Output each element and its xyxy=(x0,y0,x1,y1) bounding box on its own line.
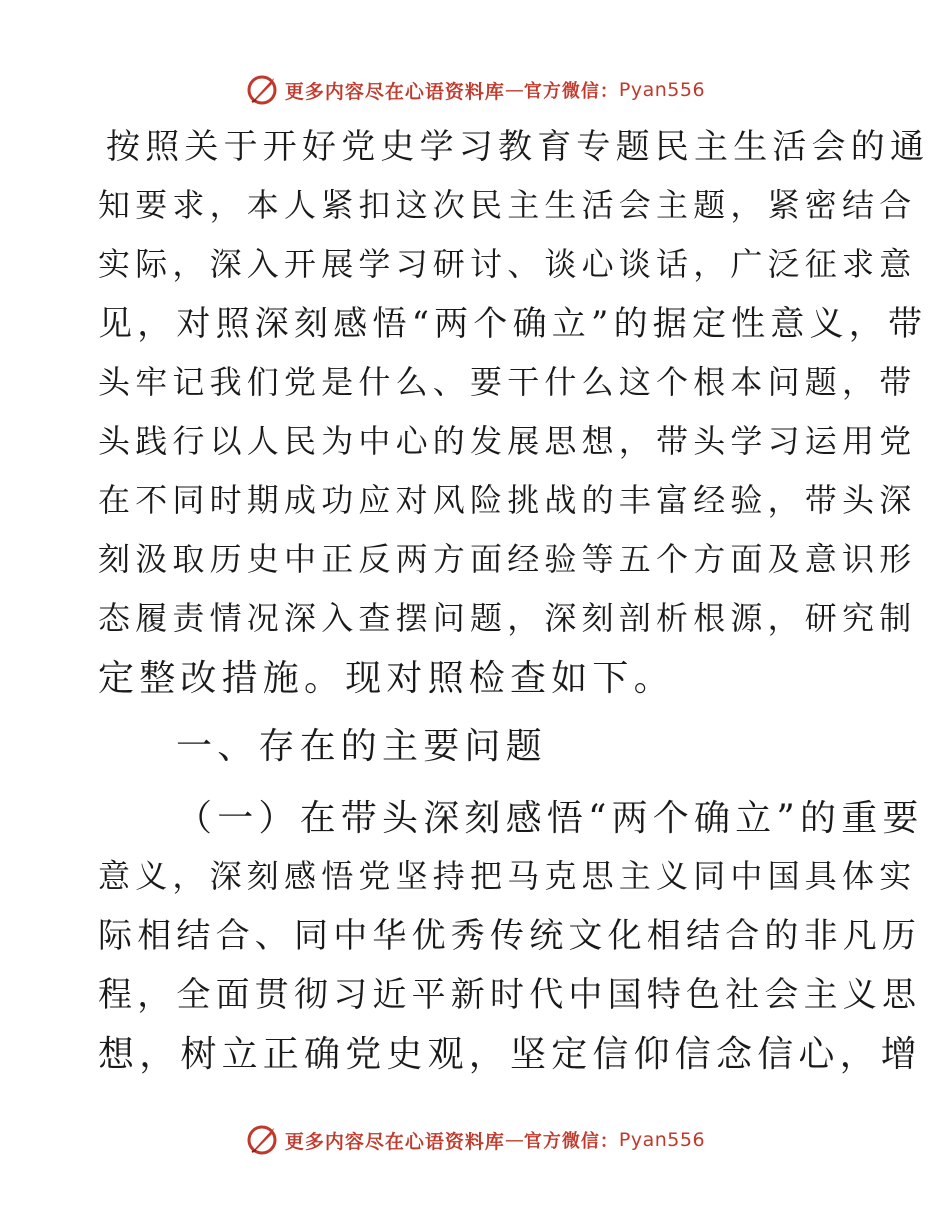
paragraph-line: 头牢记我们党是什么、要干什么这个根本问题，带 xyxy=(98,363,917,401)
paragraph-line: 知要求，本人紧扣这次民主生活会主题，紧密结合 xyxy=(98,186,917,224)
paragraph-line: 实际，深入开展学习研讨、谈心谈话，广泛征求意 xyxy=(98,245,917,283)
quill-pen-icon xyxy=(245,73,279,107)
paragraph-line: 际相结合、同中华优秀传统文化相结合的非凡历 xyxy=(98,916,922,956)
footer-separator: — xyxy=(504,1129,524,1151)
footer-banner xyxy=(0,1120,950,1160)
paragraph-line: 头践行以人民为中心的发展思想，带头学习运用党 xyxy=(98,422,917,460)
paragraph-line: 态履责情况深入查摆问题，深刻剖析根源，研究制 xyxy=(98,599,917,637)
header-separator: — xyxy=(504,79,524,101)
header-wechat-id: Pyan556 xyxy=(618,79,706,101)
header-banner xyxy=(0,70,950,110)
paragraph-line: （一）在带头深刻感悟“两个确立”的重要 xyxy=(176,798,924,839)
paragraph-line: 见，对照深刻感悟“两个确立”的据定性意义，带 xyxy=(98,304,928,344)
header-title: 更多内容尽在心语资料库 xyxy=(284,80,505,103)
paragraph-line: 定整改措施。现对照检查如下。 xyxy=(98,658,675,699)
paragraph-line: 按照关于开好党史学习教育专题民主生活会的通 xyxy=(106,127,930,167)
header-wechat-label: 官方微信： xyxy=(523,81,619,102)
section-heading: 一、存在的主要问题 xyxy=(176,726,547,767)
paragraph-line: 在不同时期成功应对风险挑战的丰富经验，带头深 xyxy=(98,481,917,519)
paragraph-line: 意义，深刻感悟党坚持把马克思主义同中国具体实 xyxy=(98,857,917,895)
footer-wechat-label: 官方微信： xyxy=(523,1131,619,1152)
paragraph-line: 想，树立正确党史观，坚定信仰信念信心，增 xyxy=(98,1034,923,1075)
quill-pen-icon xyxy=(245,1123,279,1157)
paragraph-line: 刻汲取历史中正反两方面经验等五个方面及意识形 xyxy=(98,540,917,578)
paragraph-line: 程，全面贯彻习近平新时代中国特色社会主义思 xyxy=(98,975,922,1015)
footer-title: 更多内容尽在心语资料库 xyxy=(284,1130,505,1153)
footer-wechat-id: Pyan556 xyxy=(618,1129,706,1151)
